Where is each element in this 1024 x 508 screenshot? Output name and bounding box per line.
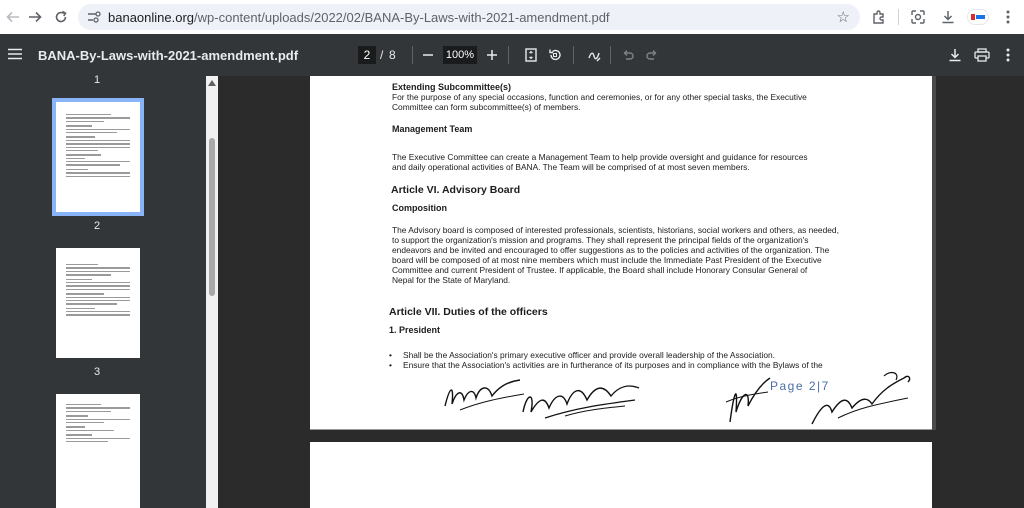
- signature-2: [515, 378, 645, 422]
- toolbar-divider: [610, 46, 611, 64]
- forward-arrow-icon[interactable]: [22, 4, 48, 30]
- paragraph-line: The Executive Committee can create a Management Team to help provide oversight and guidance for resources: [392, 152, 808, 162]
- thumbnail-sidebar: [0, 76, 206, 508]
- paragraph-line: Committee and current President of Trustee. If applicable, the Board shall include Honorary Consular General of: [392, 265, 808, 275]
- fit-page-icon[interactable]: [521, 45, 541, 65]
- scrollbar-thumb[interactable]: [209, 138, 215, 296]
- signature-4: [808, 368, 918, 430]
- print-icon[interactable]: [972, 45, 992, 65]
- section-heading: Management Team: [392, 124, 473, 134]
- pdf-page-next: [310, 442, 932, 508]
- paragraph-line: board will be composed of at most nine members which must include the Immediate Past President of the Executive: [392, 255, 822, 265]
- avatar-icon: [967, 9, 989, 25]
- pdf-toolbar: [0, 34, 1024, 76]
- page-separator: /: [380, 48, 384, 62]
- article-heading: Article VI. Advisory Board: [391, 184, 521, 196]
- toolbar-divider: [898, 9, 899, 25]
- signature-3: [720, 372, 780, 432]
- bullet: •: [389, 350, 392, 360]
- menu-icon[interactable]: [8, 47, 22, 63]
- paragraph-line: Nepal for the State of Maryland.: [392, 275, 511, 285]
- paragraph-line: The Advisory board is composed of interested professionals, scientists, historians, social workers and others, as needed,: [392, 225, 839, 235]
- thumbnail-label: 1: [93, 74, 101, 86]
- download-icon[interactable]: [935, 4, 961, 30]
- section-heading: Composition: [392, 203, 447, 213]
- pdf-viewer[interactable]: [218, 76, 1024, 508]
- paragraph-line: and daily operational activities of BANA. The Team will be comprised of at most seven members.: [392, 162, 750, 172]
- reload-icon[interactable]: [48, 4, 74, 30]
- more-vertical-icon[interactable]: [998, 45, 1018, 65]
- page-shadow: [932, 76, 936, 430]
- extensions-icon[interactable]: [866, 4, 892, 30]
- bullet: •: [389, 360, 392, 370]
- url-text: [108, 10, 610, 25]
- page-number-input[interactable]: 2: [358, 46, 376, 64]
- browser-toolbar: [0, 0, 1024, 34]
- thumbnail-content: [66, 404, 130, 444]
- undo-icon[interactable]: [618, 45, 638, 65]
- pdf-page: [310, 76, 932, 430]
- thumbnail-page-4[interactable]: [56, 394, 140, 508]
- page-footer-label: Page 2|7: [770, 379, 830, 393]
- thumbnail-label: 3: [93, 366, 101, 378]
- document-title: BANA-By-Laws-with-2021-amendment.pdf: [38, 48, 299, 63]
- bookmark-star-icon[interactable]: ☆: [836, 9, 850, 26]
- profile-avatar[interactable]: [965, 4, 991, 30]
- thumbnail-page-3[interactable]: [56, 248, 140, 358]
- scroll-up-icon[interactable]: [208, 80, 216, 86]
- section-heading: Extending Subcommittee(s): [392, 82, 512, 92]
- zoom-input[interactable]: 100%: [443, 46, 477, 64]
- annotate-icon[interactable]: [584, 45, 604, 65]
- sidebar-scrollbar[interactable]: [206, 76, 218, 508]
- address-bar[interactable]: [78, 4, 860, 30]
- toolbar-divider: [412, 46, 413, 64]
- zoom-in-icon[interactable]: [482, 45, 502, 65]
- list-item-text: Shall be the Association's primary executive officer and provide overall leadership of the Association.: [403, 350, 776, 360]
- thumbnail-label: 2: [93, 220, 101, 232]
- toolbar-divider: [573, 46, 574, 64]
- list-item: [389, 360, 823, 370]
- paragraph-line: endeavors and be invited and encouraged to offer suggestions as to the policies and activities of the organization. The: [392, 245, 830, 255]
- paragraph-line: Committee can form subcommittee(s) of members.: [392, 102, 581, 112]
- google-lens-icon[interactable]: [905, 4, 931, 30]
- list-item-text: Ensure that the Association's activities are in furtherance of its purposes and in compliance with the Bylaws of the: [403, 360, 823, 370]
- zoom-out-icon[interactable]: [418, 45, 438, 65]
- thumbnail-content: [66, 114, 130, 179]
- article-heading: Article VII. Duties of the officers: [389, 306, 548, 318]
- paragraph-line: to support the organization's mission and programs. They shall represent the principal fields of the organization's: [392, 235, 809, 245]
- url-path: /wp-content/uploads/2022/02/BANA-By-Laws-with-2021-amendment.pdf: [194, 9, 610, 25]
- rotate-icon[interactable]: [545, 45, 565, 65]
- page-total: 8: [389, 48, 396, 62]
- url-host: banaonline.org: [108, 9, 195, 25]
- toolbar-divider: [508, 46, 509, 64]
- paragraph-line: For the purpose of any special occasions, function and ceremonies, or for any other special tasks, the Executive: [392, 92, 807, 102]
- section-heading: 1. President: [389, 325, 441, 335]
- redo-icon[interactable]: [642, 45, 662, 65]
- list-item: [389, 350, 775, 360]
- site-settings-icon[interactable]: [84, 7, 104, 27]
- download-icon[interactable]: [945, 45, 965, 65]
- thumbnail-page-2[interactable]: [56, 102, 140, 212]
- more-vertical-icon[interactable]: [995, 4, 1021, 30]
- thumbnail-content: [66, 264, 130, 318]
